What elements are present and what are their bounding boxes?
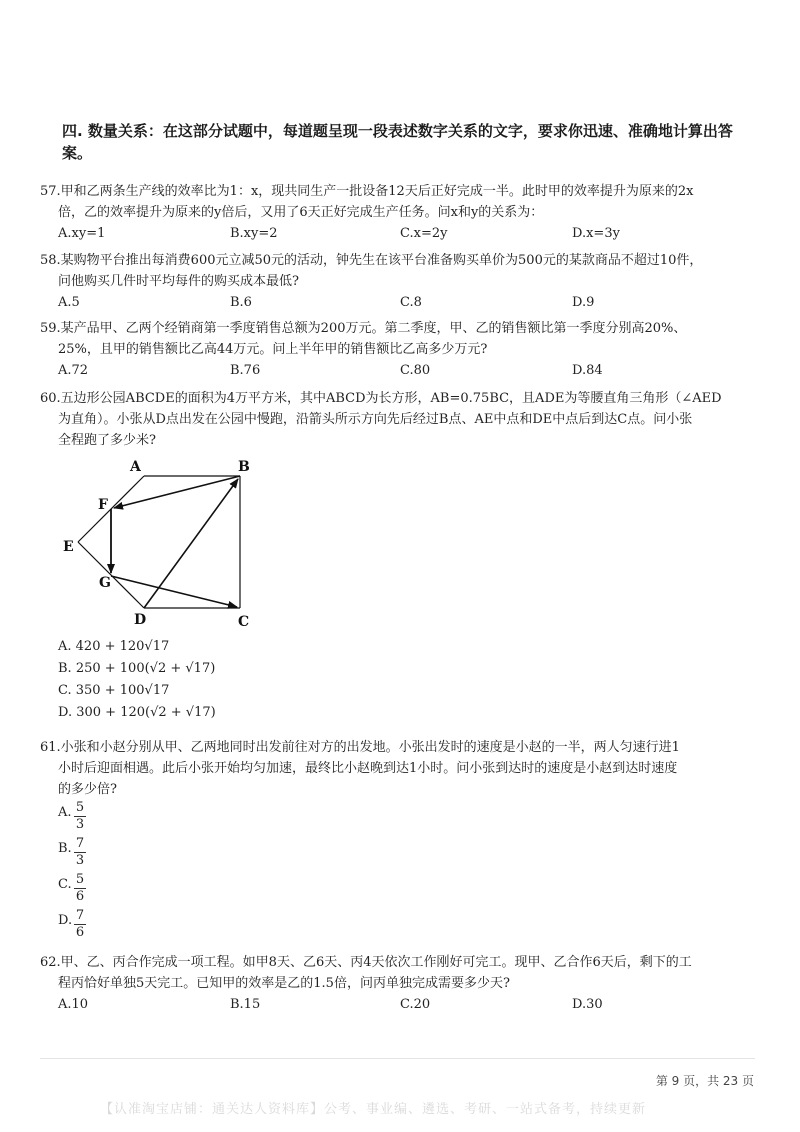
question-62-options xyxy=(58,994,760,1014)
point-label-b: B xyxy=(238,459,250,475)
question-62 xyxy=(40,952,760,1014)
question-57-line1: 57.甲和乙两条生产线的效率比为1：x，现共同生产一批设备12天后正好完成一半。此时甲的效率提升为原来的2x xyxy=(40,184,694,199)
denominator: 3 xyxy=(75,853,85,868)
option-b[interactable] xyxy=(58,836,760,872)
question-59-line1: 59.某产品甲、乙两个经销商第一季度销售总额为200万元。第二季度，甲、乙的销售额比第一季度分别高20%、 xyxy=(40,321,687,336)
question-60-options xyxy=(40,636,760,724)
fraction xyxy=(74,800,86,833)
question-58-options xyxy=(58,292,760,312)
question-61-line2: 小时后迎面相遇。此后小张开始均匀加速，最终比小赵晚到达1小时。问小张到达时的速度是小赵到达时速度 xyxy=(58,761,678,776)
question-57-line2: 倍，乙的效率提升为原来的y倍后，又用了6天正好完成生产任务。问x和y的关系为： xyxy=(58,205,544,220)
option-a[interactable]: A.5 xyxy=(58,295,80,310)
question-60 xyxy=(40,388,760,451)
option-c[interactable]: C.x=2y xyxy=(400,226,448,241)
option-d[interactable]: D.9 xyxy=(572,295,595,310)
question-57 xyxy=(40,181,760,243)
numerator: 5 xyxy=(75,872,85,887)
point-label-e: E xyxy=(63,539,74,555)
denominator: 6 xyxy=(75,889,85,904)
option-a[interactable]: A.72 xyxy=(58,363,89,378)
option-b[interactable]: B.6 xyxy=(230,295,252,310)
numerator: 5 xyxy=(75,800,85,815)
option-d[interactable]: D. 300 + 120(√2 + √17) xyxy=(58,705,216,720)
fraction xyxy=(74,836,86,869)
question-58-line1: 58.某购物平台推出每消费600元立减50元的活动，钟先生在该平台准备购买单价为500元的某款商品不超过10件， xyxy=(40,253,703,268)
fraction xyxy=(74,908,86,941)
option-d[interactable]: D.84 xyxy=(572,363,603,378)
option-a-label: A. xyxy=(58,805,72,820)
option-a[interactable]: A.xy=1 xyxy=(58,226,106,241)
option-d[interactable] xyxy=(58,908,760,944)
question-60-line2: 为直角）。小张从D点出发在公园中慢跑，沿箭头所示方向先后经过B点、AE中点和DE中点后到达C点。问小张 xyxy=(58,412,693,427)
question-58-line2: 问他购买几件时平均每件的购买成本最低? xyxy=(58,274,299,289)
question-61-line3: 的多少倍? xyxy=(58,782,117,797)
option-a[interactable]: A. 420 + 120√17 xyxy=(58,639,170,654)
point-label-c: C xyxy=(238,614,250,630)
option-c-label: C. xyxy=(58,877,72,892)
question-59-line2: 25%，且甲的销售额比乙高44万元。问上半年甲的销售额比乙高多少万元? xyxy=(58,342,488,357)
option-d[interactable]: D.x=3y xyxy=(572,226,620,241)
option-b[interactable]: B.15 xyxy=(230,997,261,1012)
question-61 xyxy=(40,737,760,944)
route-g-to-c xyxy=(111,576,237,607)
question-59-options xyxy=(58,360,760,380)
watermark-text: 【认准淘宝店铺：通关达人资料库】公考、事业编、遴选、考研、一站式备考，持续更新 xyxy=(100,1102,647,1117)
option-b[interactable]: B.76 xyxy=(230,363,261,378)
pentagon-route-diagram xyxy=(60,456,270,631)
question-62-line1: 62.甲、乙、丙合作完成一项工程。如甲8天、乙6天、丙4天依次工作刚好可完工。现甲、乙合作6天后，剩下的工 xyxy=(40,955,692,970)
option-c[interactable]: C.8 xyxy=(400,295,422,310)
option-c[interactable] xyxy=(58,872,760,908)
page-indicator: 第 9 页，共 23 页 xyxy=(655,1074,754,1088)
footer-divider xyxy=(40,1058,755,1059)
question-57-options xyxy=(58,223,760,243)
point-label-f: F xyxy=(98,497,108,513)
option-c[interactable]: C.80 xyxy=(400,363,431,378)
option-c[interactable]: C.20 xyxy=(400,997,431,1012)
question-60-line3: 全程跑了多少米? xyxy=(58,433,156,448)
question-58 xyxy=(40,250,760,312)
question-62-line2: 程丙恰好单独5天完工。已知甲的效率是乙的1.5倍，问丙单独完成需要多少天? xyxy=(58,976,510,991)
option-d-label: D. xyxy=(58,913,73,928)
option-c[interactable]: C. 350 + 100√17 xyxy=(58,683,170,698)
point-label-d: D xyxy=(134,612,147,628)
question-60-line1: 60.五边形公园ABCDE的面积为4万平方米，其中ABCD为长方形，AB=0.75BC，且ADE为等腰直角三角形（∠AED xyxy=(40,391,722,406)
question-61-line1: 61.小张和小赵分别从甲、乙两地同时出发前往对方的出发地。小张出发时的速度是小赵的一半，两人匀速行进1 xyxy=(40,740,680,755)
option-b-label: B. xyxy=(58,841,72,856)
numerator: 7 xyxy=(75,836,85,851)
option-b[interactable]: B. 250 + 100(√2 + √17) xyxy=(58,661,216,676)
option-a[interactable]: A.10 xyxy=(58,997,89,1012)
denominator: 6 xyxy=(75,925,85,940)
point-label-g: G xyxy=(99,575,111,591)
numerator: 7 xyxy=(75,908,85,923)
route-d-to-b xyxy=(144,479,238,608)
point-label-a: A xyxy=(130,459,141,475)
option-d[interactable]: D.30 xyxy=(572,997,603,1012)
section-title: 四. 数量关系：在这部分试题中，每道题呈现一段表述数字关系的文字，要求你迅速、准确地计算出答案。 xyxy=(62,122,733,162)
fraction xyxy=(74,872,86,905)
question-59 xyxy=(40,318,760,380)
option-b[interactable]: B.xy=2 xyxy=(230,226,278,241)
option-a[interactable] xyxy=(58,800,760,836)
denominator: 3 xyxy=(75,817,85,832)
